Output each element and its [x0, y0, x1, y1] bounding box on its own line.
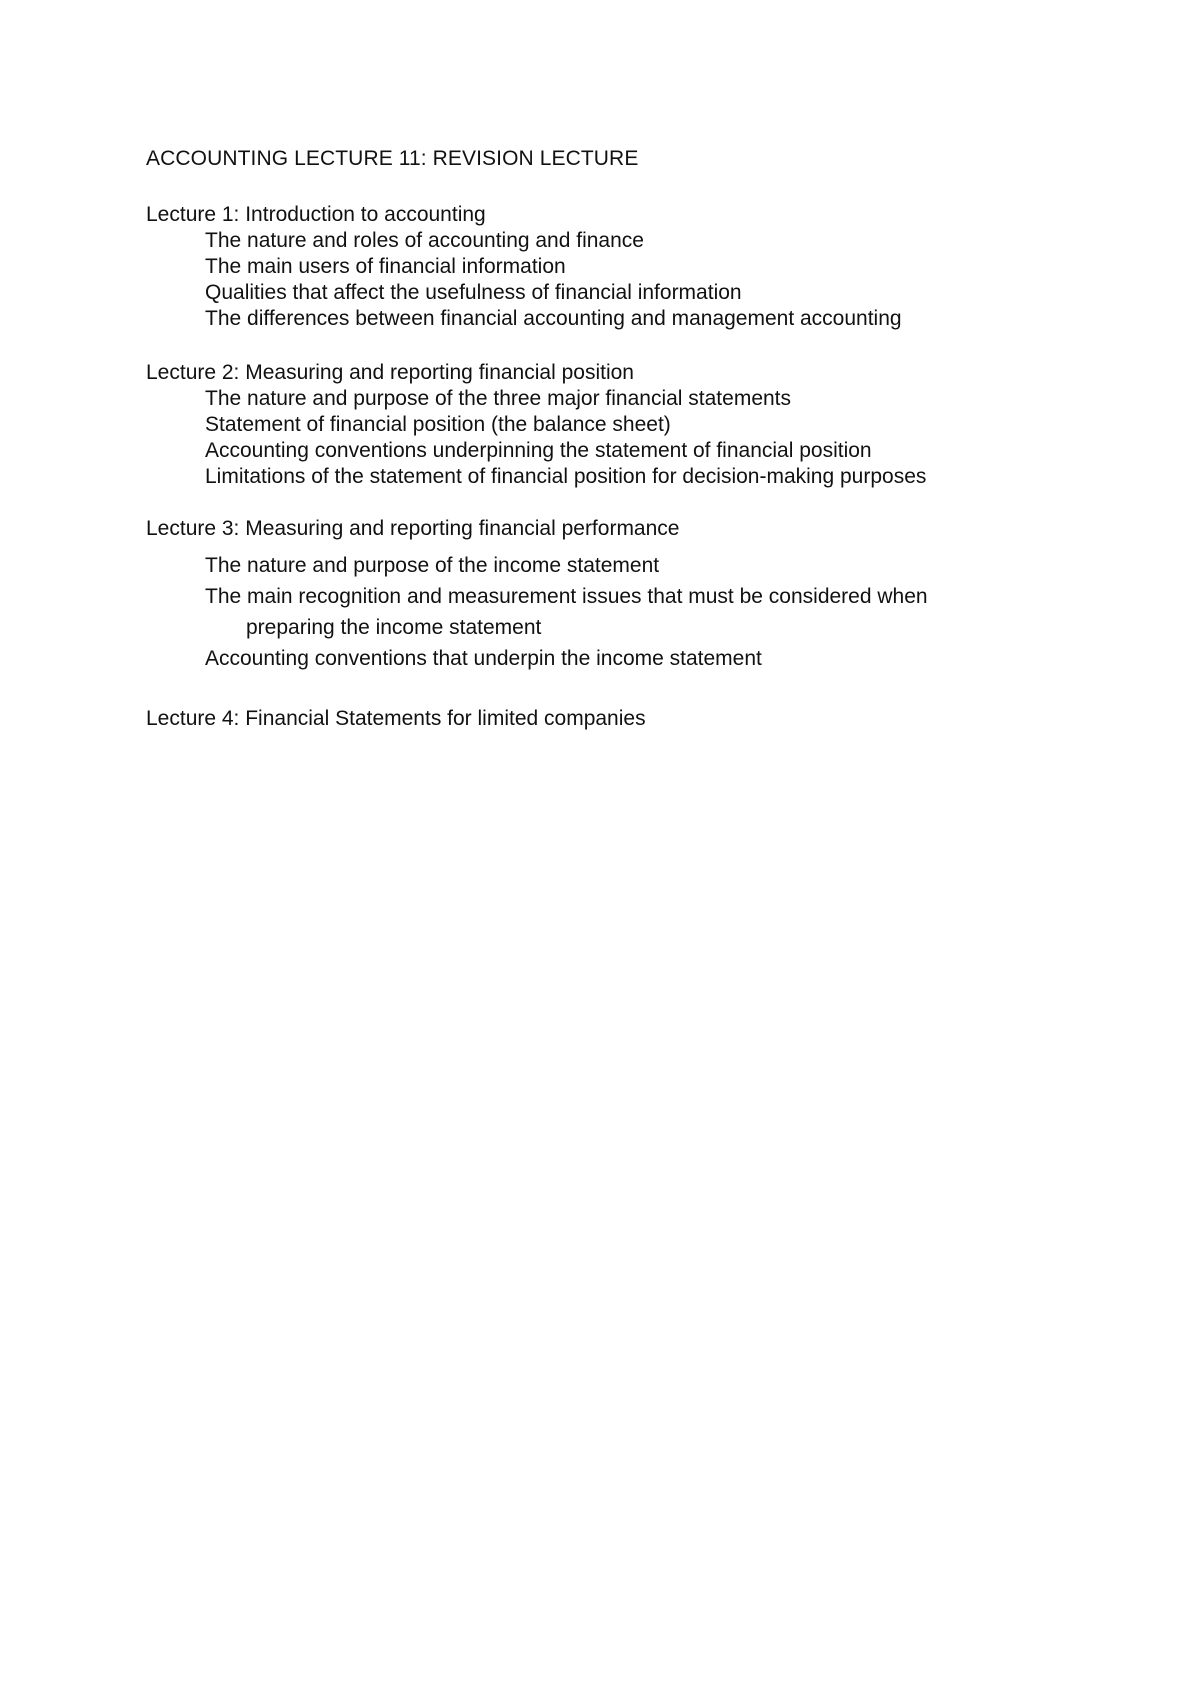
lecture-3-topic: The nature and purpose of the income statement [205, 554, 660, 577]
lecture-1-topic: Qualities that affect the usefulness of financial information [205, 281, 742, 304]
lecture-2-topic: The nature and purpose of the three major financial statements [205, 387, 792, 410]
lecture-3-section [146, 515, 1146, 674]
lecture-1-heading: Lecture 1: Introduction to accounting [146, 203, 486, 226]
lecture-3-topic: The main recognition and measurement issues that must be considered when [205, 585, 928, 608]
lecture-1-section [146, 201, 1146, 332]
document-content [146, 145, 1146, 732]
lecture-3-heading: Lecture 3: Measuring and reporting financial performance [146, 517, 680, 540]
lecture-2-section [146, 359, 1146, 490]
lecture-1-topic: The main users of financial information [205, 255, 566, 278]
lecture-4-section [146, 705, 1146, 732]
lecture-3-topic: Accounting conventions that underpin the income statement [205, 647, 762, 670]
lecture-2-topic: Statement of financial position (the balance sheet) [205, 413, 671, 436]
lecture-1-topic-list [146, 228, 1146, 332]
lecture-2-topic: Accounting conventions underpinning the statement of financial position [205, 439, 872, 462]
lecture-4-heading: Lecture 4: Financial Statements for limited companies [146, 707, 646, 730]
document-title: ACCOUNTING LECTURE 11: REVISION LECTURE [146, 147, 639, 170]
lecture-1-topic: The nature and roles of accounting and finance [205, 229, 644, 252]
lecture-2-topic-list [146, 386, 1146, 490]
lecture-2-topic: Limitations of the statement of financial position for decision-making purposes [205, 465, 927, 488]
lecture-3-topic-list [146, 550, 1146, 674]
lecture-3-topic-continuation: preparing the income statement [246, 616, 542, 639]
lecture-2-heading: Lecture 2: Measuring and reporting financial position [146, 361, 634, 384]
lecture-1-topic: The differences between financial accounting and management accounting [205, 307, 902, 330]
